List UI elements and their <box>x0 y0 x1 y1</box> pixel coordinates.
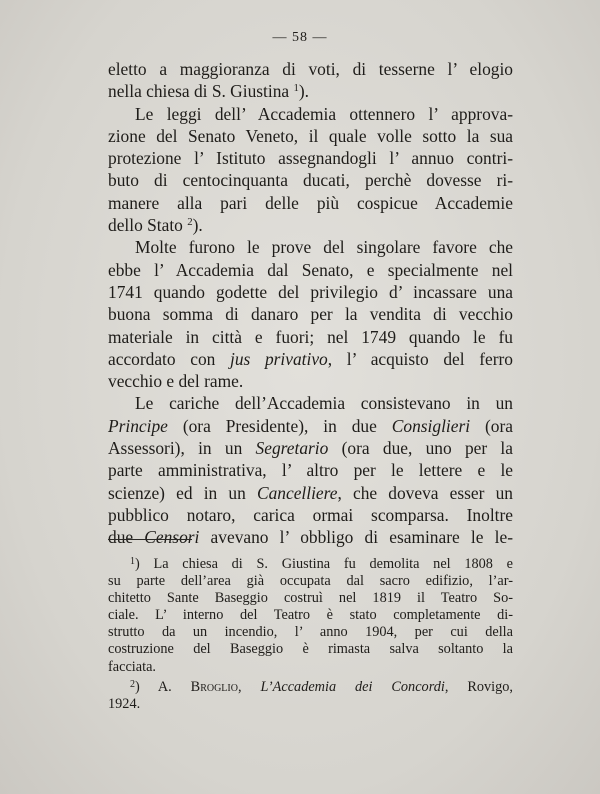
text-run: accordato con <box>108 348 230 369</box>
text-run: ) A. <box>135 678 191 695</box>
text-line <box>108 348 513 370</box>
text-line: eletto a maggioranza di voti, di tesserne l’ elogio <box>108 59 513 79</box>
italic-term: Consiglieri <box>391 415 471 436</box>
text-line: su parte dell’area già occupata dal sacro edifizio, l’ar- <box>108 573 513 590</box>
text-run: (ora due, uno per la <box>328 438 513 459</box>
text-run: dello Stato <box>108 215 188 236</box>
text-line <box>108 437 513 459</box>
text-run: ). <box>192 215 203 236</box>
text-line: buona somma di danaro per la vendita di vecchio <box>108 304 513 325</box>
text-line: Molte furono le prove del singolare favore che <box>135 237 513 258</box>
text-line: parte amministrativa, l’ altro per le lettere e le <box>108 460 513 481</box>
text-line <box>108 482 513 504</box>
page-number: — 58 — <box>272 30 328 45</box>
text-line <box>108 80 513 102</box>
text-line: ciale. L’ interno del Teatro è stato completamente di- <box>108 607 513 624</box>
text-run: , che doveva esser un <box>337 482 514 503</box>
text-run: ). <box>298 81 309 102</box>
text-line: buto di centocinquanta ducati, perchè dovesse ri- <box>108 170 513 191</box>
text-line: materiale in città e fuori; nel 1749 quando le fu <box>108 326 513 347</box>
italic-term: Principe <box>108 415 168 436</box>
main-text <box>108 58 513 549</box>
book-title: L’Accademia dei Concordi <box>260 678 445 695</box>
text-run: ) La chiesa di S. Giustina fu demolita nel 1808 e <box>135 556 513 572</box>
paragraph <box>108 58 513 103</box>
text-run: due <box>108 527 145 548</box>
text-line <box>108 526 513 548</box>
italic-term: Segretario <box>255 438 329 459</box>
text-run: (ora <box>470 415 513 436</box>
paragraph <box>108 392 513 548</box>
text-run: scienze) ed in un <box>108 482 257 503</box>
text-line: manere alla pari delle più cospicue Accademie <box>108 192 513 213</box>
text-run: avevano l’ obbligo di esaminare le le- <box>199 527 513 548</box>
italic-term: Censori <box>144 527 200 548</box>
footnotes <box>108 556 513 713</box>
text-run: nella chiesa di S. Giustina <box>108 81 294 102</box>
footnote-2 <box>108 679 513 713</box>
text-line: 1741 quando godette del privilegio d’ incassare una <box>108 281 513 302</box>
footnote-marker: 1 <box>130 556 135 567</box>
paragraph <box>108 236 513 392</box>
text-line <box>108 214 513 236</box>
footnote-ref: 2 <box>187 216 193 229</box>
text-line: costruzione del Baseggio è rimasta salva soltanto la <box>108 641 513 658</box>
italic-term: jus privativo <box>230 348 328 369</box>
text-line: ebbe l’ Accademia dal Senato, e specialmente nel <box>108 259 513 280</box>
text-line: 1924. <box>108 695 141 712</box>
text-line: zione del Senato Veneto, il quale volle sotto la sua <box>108 125 513 146</box>
footnote-ref: 1 <box>293 82 299 95</box>
text-line: chitetto Sante Baseggio costruì nel 1819 il Teatro So- <box>108 590 513 607</box>
text-line <box>108 679 513 696</box>
author-name: Broglio <box>190 678 238 695</box>
text-line: vecchio e del rame. <box>108 371 244 392</box>
footnote-marker: 2 <box>130 678 135 690</box>
text-run: , l’ acquisto del ferro <box>327 348 513 369</box>
text-line: strutto da un incendio, l’ anno 1904, per cui della <box>108 624 513 641</box>
italic-term: Cancelliere <box>256 482 338 503</box>
text-run: , <box>237 678 261 695</box>
text-run: Assessori), in un <box>108 438 256 459</box>
text-line: Le leggi dell’ Accademia ottennero l’ approva- <box>135 103 513 124</box>
text-run: , Rovigo, <box>444 678 513 695</box>
text-run: (ora Presidente), in due <box>167 415 392 436</box>
paragraph <box>108 103 513 237</box>
text-line: protezione l’ Istituto assegnandogli l’ annuo contri- <box>108 148 513 169</box>
text-line: facciata. <box>108 658 157 675</box>
text-line: Le cariche dell’Accademia consistevano in un <box>135 393 513 414</box>
footnote-divider <box>108 539 192 540</box>
text-line <box>108 556 513 573</box>
text-line <box>108 415 513 437</box>
footnote-1 <box>108 556 513 676</box>
text-line: pubblico notaro, carica ormai scomparsa. Inoltre <box>108 504 513 525</box>
